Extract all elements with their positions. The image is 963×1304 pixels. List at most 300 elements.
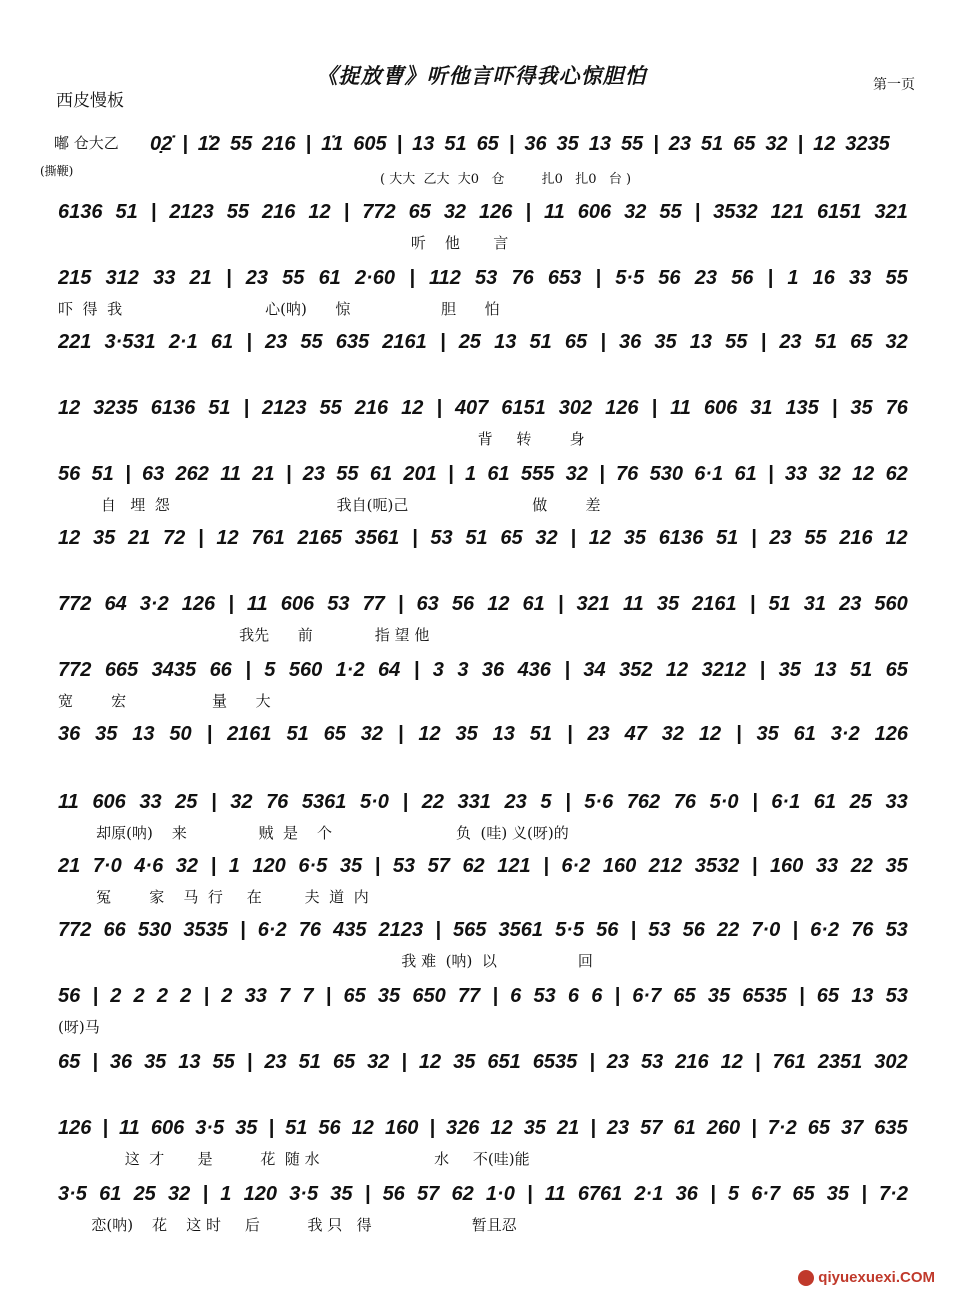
note-group: 65 xyxy=(323,723,346,745)
notation-line xyxy=(58,980,908,1008)
note-group: 6·7 xyxy=(632,985,662,1007)
lyrics-line: 我 难 (呐) 以 回 xyxy=(58,952,593,970)
note-group: 3·5 xyxy=(289,1183,319,1205)
note-group: 6761 xyxy=(577,1183,623,1205)
note-group: 262 xyxy=(175,463,209,485)
note-group: 32 xyxy=(360,723,383,745)
note-group: 77 xyxy=(362,593,385,615)
note-group: 36 xyxy=(675,1183,698,1205)
note-group: 33 xyxy=(244,985,267,1007)
note-group: 1·0 xyxy=(485,1183,515,1205)
note-group: 302 xyxy=(874,1051,908,1073)
note-group: 215 xyxy=(58,267,92,289)
note-group: 120 xyxy=(252,855,286,877)
note-group: 53 xyxy=(648,919,671,941)
barline: | xyxy=(768,463,774,485)
note-group: 2351 xyxy=(817,1051,863,1073)
note-group: 606 xyxy=(577,201,612,223)
intro-note: (撕鞭) xyxy=(40,164,74,178)
note-group: 65 xyxy=(816,985,839,1007)
note-group: 216 xyxy=(262,133,296,155)
barline: | xyxy=(125,463,131,485)
note-group: 0̣2̇ xyxy=(150,133,173,155)
intro-percussion: 嘟 仓大乙 xyxy=(54,134,119,152)
note-group: 12 xyxy=(885,527,908,549)
note-group: 65 xyxy=(343,985,366,1007)
note-group: 32 xyxy=(367,1051,390,1073)
note-group: 35 xyxy=(707,985,731,1007)
page-number: 第一页 xyxy=(873,77,915,93)
barline: | xyxy=(401,1051,407,1073)
note-group: 53 xyxy=(327,593,350,615)
barline: | xyxy=(246,1051,253,1073)
note-group: 36 xyxy=(109,1051,133,1073)
note-group: 65 xyxy=(476,133,499,155)
note-group: 56 xyxy=(318,1117,341,1139)
barline: | xyxy=(198,527,204,549)
note-group: 23 xyxy=(265,331,288,353)
note-group: 2 xyxy=(221,985,233,1007)
note-group: 2 xyxy=(156,985,168,1007)
note-group: 35 xyxy=(339,855,363,877)
note-group: 121 xyxy=(770,201,805,223)
note-group: 13 xyxy=(689,331,713,353)
note-group: 35 xyxy=(453,1051,476,1073)
barline: | xyxy=(759,659,766,681)
barline: | xyxy=(694,201,701,223)
barline: | xyxy=(92,985,99,1007)
barline: | xyxy=(614,985,621,1007)
barline: | xyxy=(203,985,210,1007)
note-group: 56 xyxy=(596,919,619,941)
note-group: 2123 xyxy=(378,919,424,941)
note-group: 62 xyxy=(462,855,485,877)
barline: | xyxy=(396,133,403,155)
note-group: 51 xyxy=(529,331,552,353)
barline: | xyxy=(754,1051,761,1073)
note-group: 326 xyxy=(446,1117,480,1139)
note-group: 12 xyxy=(487,593,510,615)
note-group: 216 xyxy=(839,527,873,549)
note-group: 11 xyxy=(670,397,691,419)
note-group: 606 xyxy=(150,1117,185,1139)
note-group: 216 xyxy=(675,1051,709,1073)
note-group: 3435 xyxy=(151,659,197,681)
note-group: 50 xyxy=(169,723,192,745)
note-group: 65 xyxy=(885,659,908,681)
note-group: 6136 xyxy=(658,527,704,549)
barline: | xyxy=(797,133,804,155)
note-group: 1̇2 xyxy=(197,133,221,155)
note-group: 35 xyxy=(756,723,779,745)
note-group: 25 xyxy=(849,791,872,813)
note-group: 65 xyxy=(332,1051,356,1073)
notation-line xyxy=(58,850,908,878)
note-group: 12 xyxy=(698,723,722,745)
note-group: 772 xyxy=(58,919,92,941)
note-group: 2·1 xyxy=(634,1183,664,1205)
note-group: 3·5 xyxy=(195,1117,225,1139)
note-group: 55 xyxy=(620,133,644,155)
lyrics-line xyxy=(58,754,908,776)
note-group: 55 xyxy=(659,201,682,223)
barline: | xyxy=(268,1117,275,1139)
note-group: 32 xyxy=(565,463,588,485)
note-group: 31 xyxy=(803,593,827,615)
barline: | xyxy=(752,791,758,813)
note-group: 76 xyxy=(511,267,534,289)
note-group: 6·7 xyxy=(751,1183,781,1205)
note-group: 61 xyxy=(210,331,234,353)
note-group: 56 xyxy=(58,463,81,485)
barline: | xyxy=(211,791,217,813)
barline: | xyxy=(397,593,404,615)
note-group: 3532 xyxy=(694,855,740,877)
note-group: 76 xyxy=(266,791,289,813)
note-group: 23 xyxy=(606,1051,630,1073)
note-group: 3·2 xyxy=(830,723,860,745)
note-group: 6151 xyxy=(501,397,546,419)
note-group: 2 xyxy=(110,985,122,1007)
note-group: 22 xyxy=(421,791,444,813)
page-title: 《捉放曹》听他言吓得我心惊胆怕 xyxy=(316,63,647,88)
note-group: 51 xyxy=(715,527,739,549)
note-group: 56 xyxy=(682,919,705,941)
lyrics-line: 却原(呐) 来 贼 是 个 负 (哇) 义(呀)的 xyxy=(58,824,569,842)
note-group: 32 xyxy=(175,855,198,877)
note-group: 51 xyxy=(700,133,724,155)
barline: | xyxy=(525,201,532,223)
note-group: 55 xyxy=(319,397,342,419)
note-group: 13 xyxy=(412,133,435,155)
note-group: 762 xyxy=(626,791,661,813)
note-group: 3 xyxy=(432,659,444,681)
lyrics-line: (呀)马 xyxy=(58,1018,100,1036)
note-group: 761 xyxy=(772,1051,806,1073)
notation-line xyxy=(150,128,890,156)
barline: | xyxy=(595,267,602,289)
note-group: 653 xyxy=(547,267,582,289)
note-group: 23 xyxy=(302,463,325,485)
notation-line xyxy=(58,786,908,814)
notation-line xyxy=(58,262,908,290)
barline: | xyxy=(736,723,742,745)
note-group: 6 xyxy=(591,985,603,1007)
note-group: 772 xyxy=(58,659,92,681)
lyrics-line: 我先 前 指 望 他 xyxy=(58,626,430,644)
note-group: 53 xyxy=(430,527,453,549)
note-group: 36 xyxy=(58,723,81,745)
note-group: 53 xyxy=(885,919,908,941)
notation-line xyxy=(58,654,908,682)
note-group: 5·6 xyxy=(584,791,614,813)
note-group: 51 xyxy=(444,133,467,155)
barline: | xyxy=(590,1117,596,1139)
note-group: 12 xyxy=(351,1117,374,1139)
note-group: 76 xyxy=(885,397,908,419)
note-group: 34 xyxy=(583,659,606,681)
lyrics-line: 吓 得 我 心(呐) 惊 胆 怕 xyxy=(58,300,500,318)
note-group: 126 xyxy=(605,397,639,419)
barline: | xyxy=(448,463,454,485)
barline: | xyxy=(150,201,157,223)
note-group: 23 xyxy=(839,593,862,615)
note-group: 35 xyxy=(93,527,116,549)
barline: | xyxy=(527,1183,533,1205)
note-group: 12 xyxy=(58,527,81,549)
note-group: 13 xyxy=(851,985,874,1007)
note-group: 6·5 xyxy=(298,855,328,877)
note-group: 32 xyxy=(168,1183,191,1205)
note-group: 61 xyxy=(673,1117,696,1139)
note-group: 6136 xyxy=(58,201,103,223)
note-group: 16 xyxy=(812,267,835,289)
note-group: 56 xyxy=(731,267,754,289)
notation-line xyxy=(58,1178,908,1206)
lyrics-line: 听 他 言 xyxy=(58,234,509,252)
barline: | xyxy=(206,723,213,745)
note-group: 35 xyxy=(377,985,401,1007)
note-group: 12 xyxy=(852,463,875,485)
note-group: 51 xyxy=(814,331,837,353)
note-group: 221 xyxy=(58,331,92,353)
note-group: 61 xyxy=(813,791,837,813)
note-group: 35 xyxy=(654,331,677,353)
note-group: 3535 xyxy=(183,919,228,941)
note-group: 55 xyxy=(282,267,305,289)
note-group: 120 xyxy=(243,1183,277,1205)
note-group: 13 xyxy=(492,723,515,745)
note-group: 302 xyxy=(558,397,593,419)
barline: | xyxy=(343,201,350,223)
note-group: 51 xyxy=(285,1117,308,1139)
note-group: 35 xyxy=(656,593,680,615)
note-group: 21 xyxy=(252,463,275,485)
barline: | xyxy=(436,397,442,419)
note-group: 62 xyxy=(885,463,908,485)
note-group: 7·2 xyxy=(879,1183,908,1205)
note-group: 23 xyxy=(504,791,527,813)
note-group: 23 xyxy=(245,267,268,289)
note-group: 35 xyxy=(523,1117,546,1139)
barline: | xyxy=(285,463,292,485)
note-group: 65 xyxy=(792,1183,815,1205)
note-group: 260 xyxy=(706,1117,741,1139)
note-group: 126 xyxy=(181,593,216,615)
note-group: 12 xyxy=(490,1117,513,1139)
note-group: 61 xyxy=(734,463,757,485)
note-group: 5·0 xyxy=(360,791,389,813)
barline: | xyxy=(305,133,312,155)
note-group: 35 xyxy=(95,723,118,745)
barline: | xyxy=(710,1183,716,1205)
note-group: 61 xyxy=(318,267,341,289)
note-group: 606 xyxy=(92,791,126,813)
note-group: 76 xyxy=(851,919,874,941)
note-group: 7 xyxy=(302,985,314,1007)
note-group: 65 xyxy=(58,1051,81,1073)
note-group: 160 xyxy=(769,855,804,877)
note-group: 55 xyxy=(226,201,250,223)
note-group: 772 xyxy=(58,593,92,615)
barline: | xyxy=(243,397,250,419)
lyrics-line xyxy=(150,164,963,186)
note-group: 51 xyxy=(91,463,114,485)
note-group: 51 xyxy=(115,201,138,223)
note-group: 3·531 xyxy=(104,331,156,353)
notation-line xyxy=(58,718,908,746)
barline: | xyxy=(245,659,251,681)
note-group: 47 xyxy=(624,723,647,745)
note-group: 25 xyxy=(133,1183,156,1205)
barline: | xyxy=(411,527,418,549)
note-group: 33 xyxy=(153,267,176,289)
note-group: 33 xyxy=(784,463,808,485)
note-group: 13 xyxy=(588,133,611,155)
note-group: 61 xyxy=(99,1183,122,1205)
note-group: 12 xyxy=(720,1051,743,1073)
barline: | xyxy=(653,133,659,155)
note-group: 25 xyxy=(175,791,198,813)
barline: | xyxy=(182,133,188,155)
note-group: 11 xyxy=(246,593,268,615)
note-group: 36 xyxy=(481,659,505,681)
note-group: 12 xyxy=(418,1051,442,1073)
note-group: 23 xyxy=(769,527,792,549)
note-group: 13 xyxy=(494,331,517,353)
note-group: 65 xyxy=(673,985,696,1007)
barline: | xyxy=(402,791,409,813)
note-group: 560 xyxy=(874,593,908,615)
barline: | xyxy=(246,331,252,353)
lyrics-line: 背 转 身 xyxy=(58,430,585,448)
note-group: 32 xyxy=(885,331,908,353)
note-group: 11 xyxy=(58,791,79,813)
note-group: 605 xyxy=(353,133,387,155)
barline: | xyxy=(767,267,774,289)
note-group: 63 xyxy=(416,593,439,615)
note-group: 12 xyxy=(665,659,689,681)
note-group: 55 xyxy=(336,463,359,485)
lyrics-line: 宽 宏 量 大 xyxy=(58,692,271,710)
note-group: 51 xyxy=(286,723,309,745)
note-group: 12 xyxy=(813,133,836,155)
lyrics-line: 冤 家 马 行 在 夫 道 内 xyxy=(58,888,369,906)
note-group: 3·2 xyxy=(139,593,169,615)
lyrics-line: 这 才 是 花 随 水 水 不(哇)能 xyxy=(58,1150,530,1168)
note-group: 216 xyxy=(354,397,389,419)
note-group: 51 xyxy=(465,527,488,549)
note-group: 35 xyxy=(885,855,908,877)
barline: | xyxy=(749,593,756,615)
note-group: 5·5 xyxy=(615,267,645,289)
note-group: 53 xyxy=(885,985,908,1007)
note-group: 7·0 xyxy=(751,919,781,941)
note-group: 61 xyxy=(487,463,510,485)
note-group: 160 xyxy=(384,1117,419,1139)
barline: | xyxy=(589,1051,595,1073)
note-group: 76 xyxy=(298,919,322,941)
note-group: 606 xyxy=(280,593,315,615)
note-group: 51 xyxy=(849,659,873,681)
note-group: 56 xyxy=(58,985,81,1007)
note-group: 135 xyxy=(785,397,819,419)
note-group: 76 xyxy=(673,791,696,813)
barline: | xyxy=(210,855,217,877)
note-group: 23 xyxy=(668,133,691,155)
note-group: 530 xyxy=(649,463,683,485)
note-group: 5361 xyxy=(301,791,347,813)
note-group: 2·60 xyxy=(354,267,396,289)
barline: | xyxy=(429,1117,435,1139)
note-group: 35 xyxy=(826,1183,850,1205)
note-group: 51 xyxy=(298,1051,321,1073)
notation-line xyxy=(58,326,908,354)
barline: | xyxy=(413,659,420,681)
note-group: 33 xyxy=(849,267,872,289)
barline: | xyxy=(566,723,573,745)
note-group: 36 xyxy=(619,331,642,353)
note-group: 32 xyxy=(443,201,467,223)
lyrics-line: 自 埋 怨 我自(呃)己 做 差 xyxy=(58,496,601,514)
note-group: 6·2 xyxy=(810,919,840,941)
note-group: 3·5 xyxy=(58,1183,87,1205)
note-group: 6535 xyxy=(532,1051,578,1073)
note-group: 31 xyxy=(750,397,773,419)
note-group: 56 xyxy=(451,593,475,615)
note-group: 33 xyxy=(885,791,908,813)
note-group: 35 xyxy=(144,1051,167,1073)
note-group: 25 xyxy=(458,331,481,353)
note-group: 7·2 xyxy=(767,1117,797,1139)
note-group: 1 xyxy=(220,1183,232,1205)
note-group: 2·1 xyxy=(168,331,198,353)
note-group: 565 xyxy=(453,919,487,941)
lyrics-line xyxy=(58,558,908,580)
note-group: 2161 xyxy=(382,331,427,353)
note-group: 6535 xyxy=(742,985,787,1007)
note-group: 55 xyxy=(212,1051,235,1073)
note-group: 160 xyxy=(602,855,637,877)
note-group: 57 xyxy=(427,855,450,877)
barline: | xyxy=(750,527,757,549)
note-group: 12 xyxy=(58,397,81,419)
note-group: 216 xyxy=(262,201,296,223)
note-group: 65 xyxy=(807,1117,830,1139)
note-group: 2161 xyxy=(692,593,737,615)
note-group: 126 xyxy=(874,723,908,745)
note-group: 11 xyxy=(220,463,241,485)
note-group: 12 xyxy=(418,723,441,745)
barline: | xyxy=(751,1117,757,1139)
note-group: 66 xyxy=(209,659,232,681)
note-group: 3212 xyxy=(701,659,747,681)
notation-line xyxy=(58,914,908,942)
note-group: 66 xyxy=(103,919,126,941)
note-group: 32 xyxy=(230,791,253,813)
note-group: 1 xyxy=(228,855,240,877)
note-group: 212 xyxy=(648,855,683,877)
barline: | xyxy=(508,133,515,155)
note-group: 11 xyxy=(119,1117,140,1139)
note-group: 772 xyxy=(362,201,396,223)
note-group: 530 xyxy=(137,919,172,941)
note-group: 65 xyxy=(850,331,873,353)
note-group: 21 xyxy=(189,267,212,289)
note-group: 56 xyxy=(658,267,681,289)
note-group: 3561 xyxy=(354,527,400,549)
barline: | xyxy=(228,593,234,615)
